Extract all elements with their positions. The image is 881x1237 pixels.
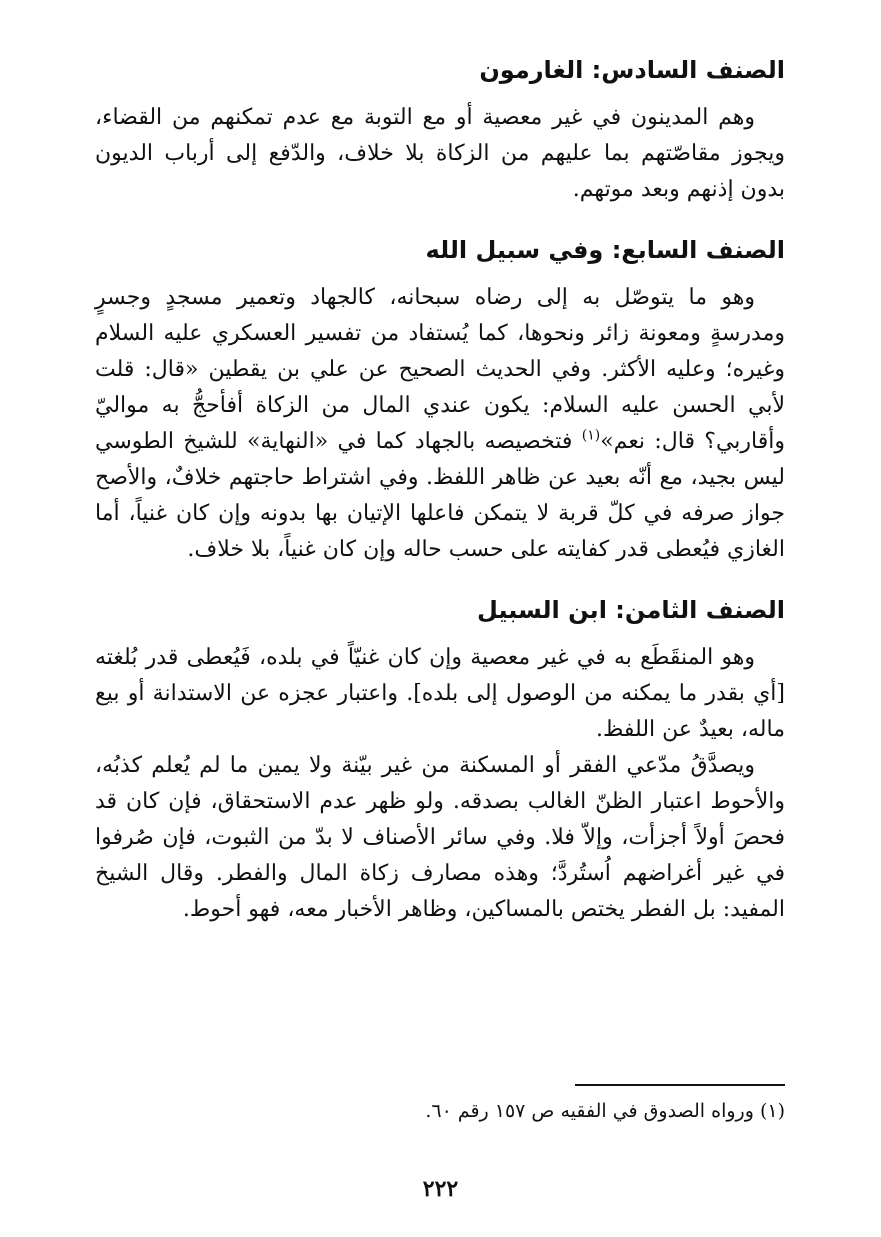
page-number: ٢٢٢ xyxy=(422,1176,459,1202)
footnote-text: ورواه الصدوق في الفقيه ص ١٥٧ رقم ٦٠. xyxy=(425,1100,754,1122)
footnote xyxy=(95,1096,785,1126)
section-paragraph: وهو المنقَطَع به في غير معصية وإن كان غنيّاً في بلده، فَيُعطى قدر بُلغته [أي بقدر ما يمكنه من الوصول إلى بلده]. واعتبار عجزه عن الاستدانة أو بيع ماله، بعيدٌ عن اللفظ. xyxy=(95,645,785,742)
footnote-divider xyxy=(575,1084,785,1086)
paragraph-text: وهو ما يتوصّل به إلى رضاه سبحانه، كالجهاد وتعمير مسجدٍ وجسرٍ ومدرسةٍ ومعونة زائر ونحوها، كما يُستفاد من تفسير العسكري عليه السلام وغيره؛ وعليه الأكثر. وفي الحديث الصحيح عن علي بن يقطين «قال: قلت لأبي الحسن عليه السلام: يكون عندي المال من الزكاة أفأحجُّ به مواليّ وأقاربي؟ قال: نعم» xyxy=(95,285,786,454)
section-heading: الصنف الثامن: ابن السبيل xyxy=(477,596,785,624)
section-heading: الصنف السادس: الغارمون xyxy=(479,56,785,84)
page-body xyxy=(95,46,785,946)
footnote-marker: (١) xyxy=(759,1100,785,1122)
section-heading: الصنف السابع: وفي سبيل الله xyxy=(425,236,785,264)
section-paragraph: وهم المدينون في غير معصية أو مع التوبة مع عدم تمكنهم من القضاء، ويجوز مقاصّتهم بما عليهم من الزكاة بلا خلاف، والدّفع إلى أرباب الديون بدون إذنهم وبعد موتهم. xyxy=(95,105,785,202)
section-eighth-category xyxy=(95,586,785,928)
paragraph-text-continued: فتخصيصه بالجهاد كما في «النهاية» للشيخ الطوسي ليس بجيد، مع أنّه بعيد عن ظاهر اللفظ. وفي اشتراط حاجتهم خلافٌ، والأصح جواز صرفه في كلّ قربة لا يتمكن فاعلها الإتيان بها بدونه وإن كان غنياً، أما الغازي فيُعطى قدر كفايته على حسب حاله وإن كان غنياً، بلا خلاف. xyxy=(95,429,785,562)
footnote-reference[interactable]: (١) xyxy=(581,427,601,444)
section-paragraph: ويصدَّقُ مدّعي الفقر أو المسكنة من غير بيّنة ولا يمين ما لم يُعلم كذبُه، والأحوط اعتبار الظنّ الغالب بصدقه. ولو ظهر عدم الاستحقاق، فإن كان قد فحصَ أولاً أجزأت، وإلاّ فلا. وفي سائر الأصناف لا بدّ من الثبوت، فإن صُرفوا في غير أغراضهم اُستُردَّ؛ وهذه مصارف زكاة المال والفطر. وقال الشيخ المفيد: بل الفطر يختص بالمساكين، وظاهر الأخبار معه، فهو أحوط. xyxy=(95,753,785,922)
section-seventh-category xyxy=(95,226,785,568)
section-sixth-category xyxy=(95,46,785,208)
section-paragraph xyxy=(95,280,785,568)
